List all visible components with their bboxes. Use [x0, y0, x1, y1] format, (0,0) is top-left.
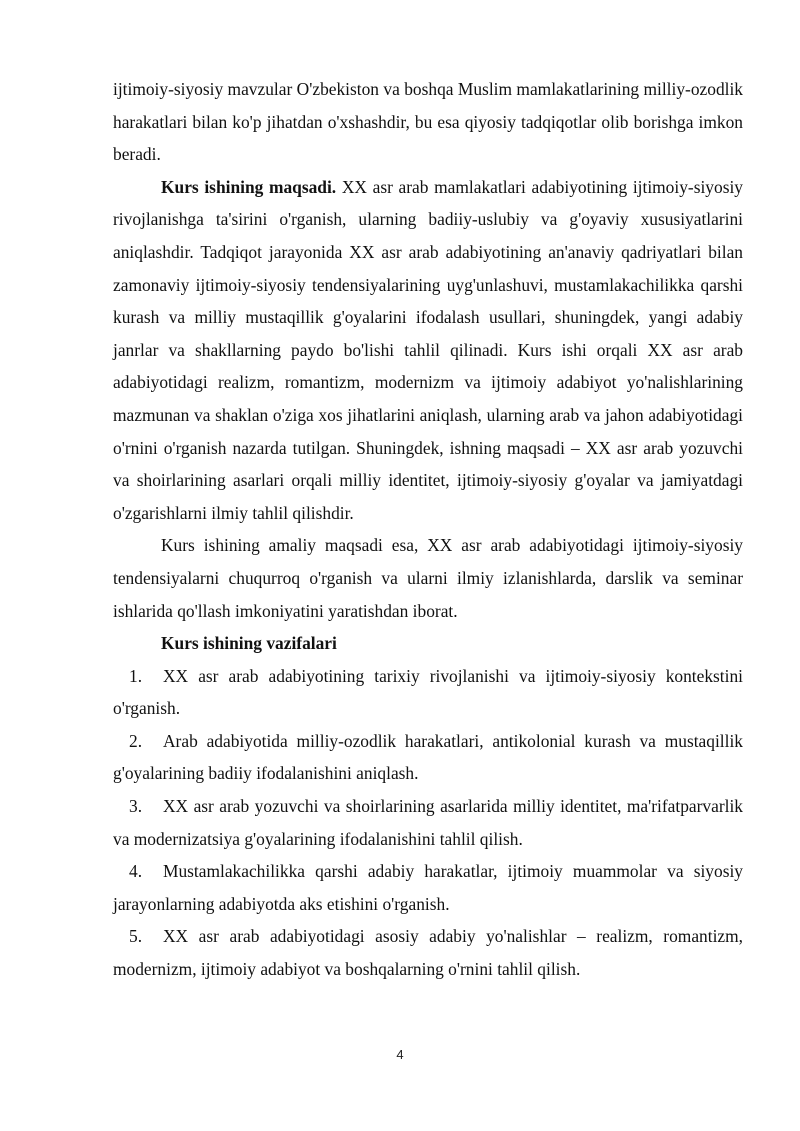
list-item — [113, 790, 743, 855]
purpose-text: XX asr arab mamlakatlari adabiyotining ijtimoiy-siyosiy rivojlanishga ta'sirini o'rganish, ularning badiiy-uslubiy va g'oyaviy xususiyatlarini aniqlashdir. Tadqiqot jarayonida XX asr arab adabiyotining an'anaviy qadriyatlari bilan zamonaviy ijtimoiy-siyosiy tendensiyalarining uyg'unlashuvi, mustamlakachilikka qarshi kurash va milliy mustaqillik g'oyalarini ifodalash usullari, shuningdek, yangi adabiy janrlar va shakllarning paydo bo'lishi tahlil qilinadi. Kurs ishi orqali XX asr arab adabiyotidagi realizm, romantizm, modernizm va ijtimoiy adabiyot yo'nalishlarining mazmunan va shaklan o'ziga xos jihatlarini aniqlash, ularning arab va jahon adabiyotidagi o'rnini o'rganish nazarda tutilgan. Shuningdek, ishning maqsadi – XX asr arab yozuvchi va shoirlarining asarlari orqali milliy identitet, ijtimoiy-siyosiy g'oyalar va jamiyatdagi o'zgarishlarni ilmiy tahlil qilishdir. — [113, 176, 743, 523]
tasks-list — [113, 660, 743, 986]
list-item-number: 3. — [129, 796, 143, 817]
purpose-paragraph — [113, 171, 743, 530]
list-item — [113, 920, 743, 985]
document-page — [113, 73, 743, 986]
list-item-text: Mustamlakachilikka qarshi adabiy harakatlar, ijtimoiy muammolar va siyosiy jarayonlarning adabiyotda aks etishini o'rganish. — [113, 861, 743, 914]
page-number: 4 — [396, 1047, 404, 1062]
tasks-heading: Kurs ishining vazifalari — [161, 633, 337, 654]
purpose-lead: Kurs ishining maqsadi. — [161, 176, 337, 197]
list-item — [113, 855, 743, 920]
list-item-number: 1. — [129, 665, 143, 686]
list-item — [113, 660, 743, 725]
list-item — [113, 725, 743, 790]
list-item-number: 2. — [129, 730, 143, 751]
list-item-number: 5. — [129, 926, 143, 947]
list-item-text: XX asr arab yozuvchi va shoirlarining asarlarida milliy identitet, ma'rifatparvarlik va modernizatsiya g'oyalarining ifodalanishini tahlil qilish. — [113, 796, 743, 849]
intro-paragraph: ijtimoiy-siyosiy mavzular O'zbekiston va boshqa Muslim mamlakatlarining milliy-ozodlik harakatlari bilan ko'p jihatdan o'xshashdir, bu esa qiyosiy tadqiqotlar olib borishga imkon beradi. — [113, 79, 743, 165]
list-item-text: XX asr arab adabiyotidagi asosiy adabiy yo'nalishlar – realizm, romantizm, modernizm, ijtimoiy adabiyot va boshqalarning o'rnini tahlil qilish. — [113, 926, 743, 980]
list-item-text: Arab adabiyotida milliy-ozodlik harakatlari, antikolonial kurash va mustaqillik g'oyalarining badiiy ifodalanishini aniqlash. — [113, 730, 743, 784]
list-item-text: XX asr arab adabiyotining tarixiy rivojlanishi va ijtimoiy-siyosiy kontekstini o'rganish. — [113, 665, 743, 719]
list-item-number: 4. — [129, 861, 143, 882]
practical-purpose-paragraph: Kurs ishining amaliy maqsadi esa, XX asr arab adabiyotidagi ijtimoiy-siyosiy tendensiyalarni chuqurroq o'rganish va ularni ilmiy izlanishlarda, darslik va seminar ishlarida qo'llash imkoniyatini yaratishdan iborat. — [113, 535, 743, 621]
